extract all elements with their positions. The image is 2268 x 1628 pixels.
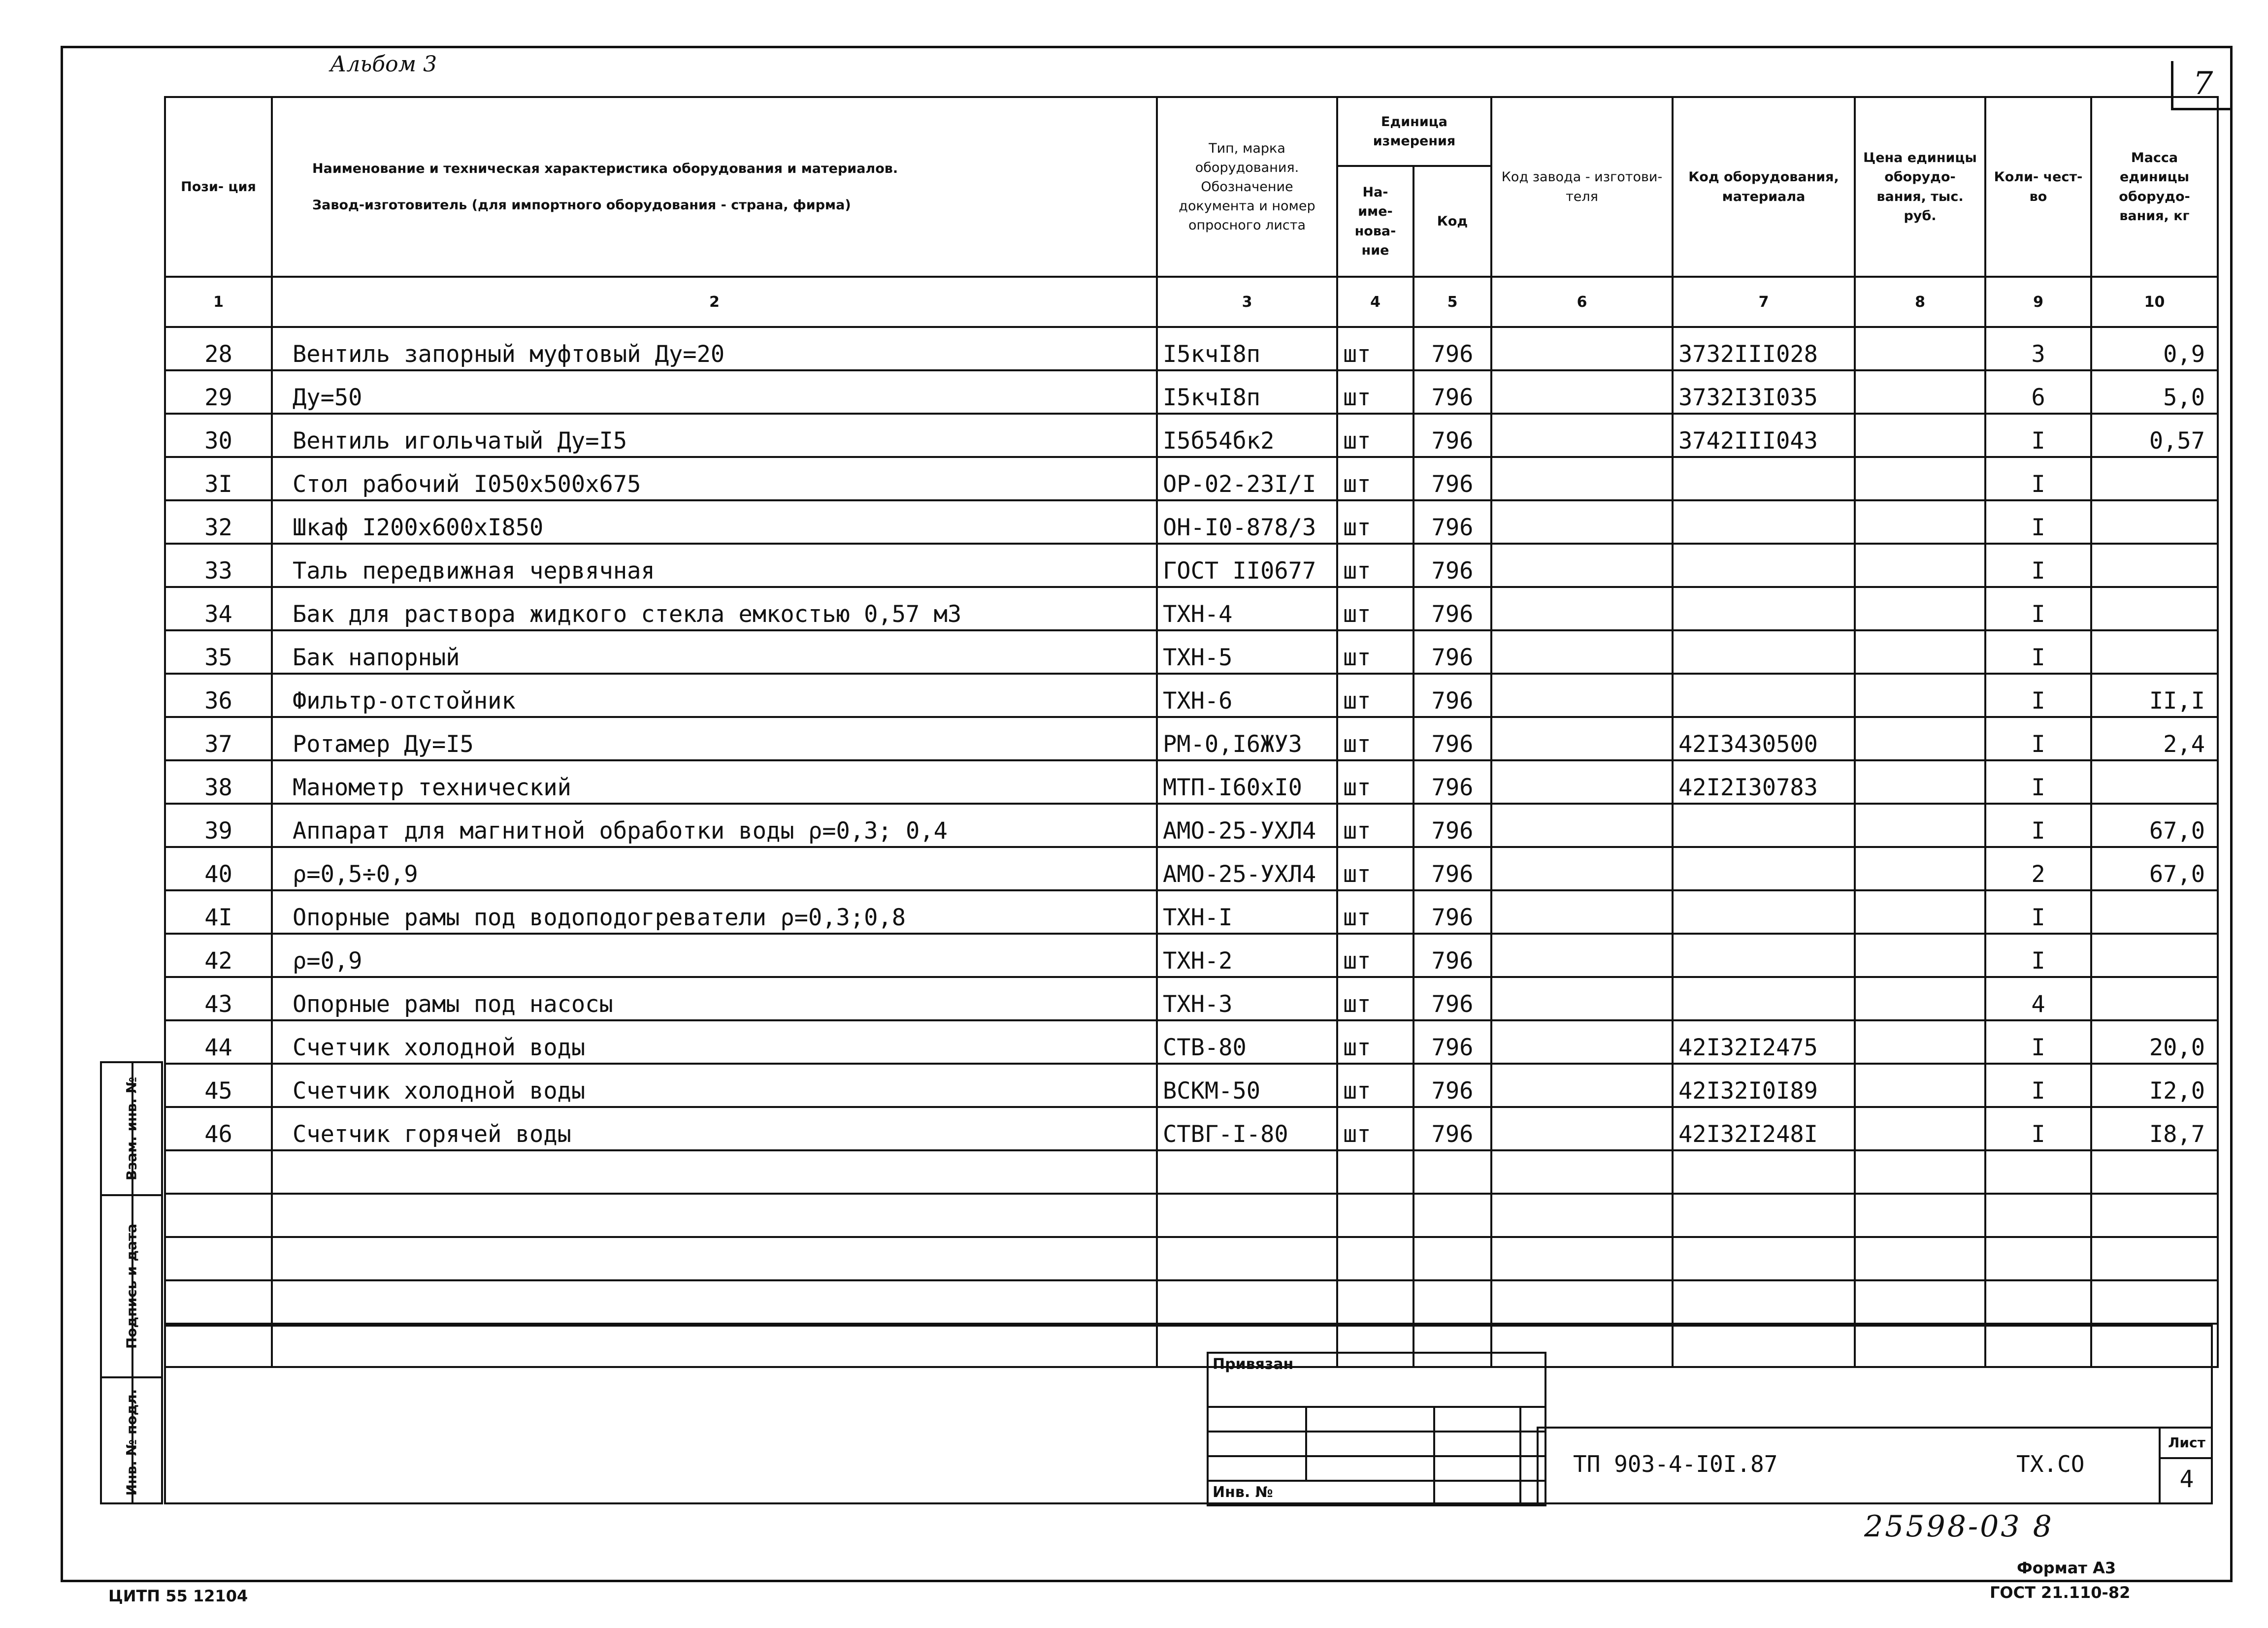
table-row (165, 934, 2218, 977)
cell-type: ОР-02-23I/I (1157, 457, 1337, 500)
cell-item-code (1673, 587, 1855, 630)
cell-factory (1491, 1064, 1673, 1107)
cell-pos: 39 (165, 804, 272, 847)
cell-price (1855, 500, 1985, 544)
cell-factory (1491, 370, 1673, 414)
table-row (165, 500, 2218, 544)
cell-code: 796 (1413, 674, 1491, 717)
table-row (165, 544, 2218, 587)
cell-pos: 3I (165, 457, 272, 500)
cell-mass: I8,7 (2091, 1107, 2218, 1150)
cell-price (1855, 760, 1985, 804)
cell-item-code: 42I32I0I89 (1673, 1064, 1855, 1107)
colnum-9: 9 (1985, 277, 2091, 327)
cell-unit (1337, 1194, 1413, 1237)
cell-mass: 20,0 (2091, 1020, 2218, 1064)
cell-qty (1985, 1150, 2091, 1194)
cell-unit: шт (1337, 1064, 1413, 1107)
cell-code: 796 (1413, 760, 1491, 804)
cell-type: ГОСТ II0677 (1157, 544, 1337, 587)
colnum-3: 3 (1157, 277, 1337, 327)
cell-type: ВСКМ-50 (1157, 1064, 1337, 1107)
cell-price (1855, 804, 1985, 847)
sidebar-inv-podl: Инв. № подл. (123, 1389, 140, 1496)
colnum-7: 7 (1673, 277, 1855, 327)
cell-name: ρ=0,5÷0,9 (272, 847, 1157, 890)
cell-code: 796 (1413, 630, 1491, 674)
cell-type: ТХН-I (1157, 890, 1337, 934)
cell-price (1855, 717, 1985, 760)
cell-factory (1491, 1107, 1673, 1150)
cell-code: 796 (1413, 804, 1491, 847)
cell-item-code (1673, 674, 1855, 717)
stamp-privyazan: Привязан (1208, 1353, 1545, 1407)
cell-name: Фильтр-отстойник (272, 674, 1157, 717)
header-name-line2: Завод-изготовитель (для импортного оборудования - страна, фирма) (312, 197, 851, 213)
cell-unit: шт (1337, 674, 1413, 717)
cell-pos: 4I (165, 890, 272, 934)
cell-factory (1491, 1150, 1673, 1194)
table-row (165, 1150, 2218, 1194)
cell-price (1855, 1020, 1985, 1064)
cell-pos: 30 (165, 414, 272, 457)
cell-factory (1491, 1194, 1673, 1237)
cell-qty: 6 (1985, 370, 2091, 414)
cell-code (1413, 1194, 1491, 1237)
cell-mass: 5,0 (2091, 370, 2218, 414)
table-row (165, 457, 2218, 500)
cell-pos: 34 (165, 587, 272, 630)
table-row (165, 630, 2218, 674)
doc-code: ТП 903-4-I0I.87 (1573, 1451, 1778, 1477)
table-row (165, 1237, 2218, 1280)
archive-number: 25598-03 8 (1864, 1509, 2054, 1544)
cell-type (1157, 1150, 1337, 1194)
cell-item-code (1673, 544, 1855, 587)
cell-mass (2091, 1194, 2218, 1237)
binding-stamp (1207, 1352, 1546, 1506)
cell-pos (165, 1150, 272, 1194)
table-row (165, 674, 2218, 717)
cell-factory (1491, 890, 1673, 934)
cell-item-code (1673, 1150, 1855, 1194)
colnum-5: 5 (1413, 277, 1491, 327)
cell-unit (1337, 1280, 1413, 1324)
colnum-6: 6 (1491, 277, 1673, 327)
cell-mass: II,I (2091, 674, 2218, 717)
colnum-10: 10 (2091, 277, 2218, 327)
cell-unit: шт (1337, 1020, 1413, 1064)
cell-unit: шт (1337, 457, 1413, 500)
cell-unit: шт (1337, 414, 1413, 457)
cell-unit: шт (1337, 804, 1413, 847)
cell-pos: 35 (165, 630, 272, 674)
format-label: Формат А3 (2017, 1559, 2116, 1577)
album-label: Альбом 3 (330, 52, 437, 77)
table-row (165, 1194, 2218, 1237)
cell-unit: шт (1337, 1107, 1413, 1150)
cell-price (1855, 457, 1985, 500)
cell-unit: шт (1337, 977, 1413, 1020)
cell-unit: шт (1337, 327, 1413, 370)
table-row (165, 1064, 2218, 1107)
sidebar-vzam: Взам. инв. № (123, 1076, 140, 1181)
cell-price (1855, 977, 1985, 1020)
cell-qty: I (1985, 1107, 2091, 1150)
colnum-1: 1 (165, 277, 272, 327)
cell-pos: 37 (165, 717, 272, 760)
sheet-number: 7 (2171, 61, 2233, 110)
cell-price (1855, 1194, 1985, 1237)
cell-factory (1491, 1237, 1673, 1280)
approval-sidebar (100, 1061, 163, 1504)
cell-unit: шт (1337, 587, 1413, 630)
header-unit-name: На- име- нова- ние (1337, 166, 1413, 277)
cell-name (272, 1194, 1157, 1237)
cell-mass (2091, 760, 2218, 804)
cell-code (1413, 1237, 1491, 1280)
cell-item-code: 3732III028 (1673, 327, 1855, 370)
table-row (165, 1020, 2218, 1064)
cell-type: I5кчI8п (1157, 370, 1337, 414)
cell-pos: 32 (165, 500, 272, 544)
cell-type: ТХН-5 (1157, 630, 1337, 674)
cell-price (1855, 630, 1985, 674)
cell-item-code (1673, 804, 1855, 847)
cell-type: АМО-25-УХЛ4 (1157, 804, 1337, 847)
cell-unit: шт (1337, 934, 1413, 977)
cell-qty: I (1985, 804, 2091, 847)
cell-qty (1985, 1194, 2091, 1237)
cell-mass (2091, 890, 2218, 934)
table-row (165, 1280, 2218, 1324)
header-factory-code: Код завода - изготови- теля (1491, 97, 1673, 277)
cell-code: 796 (1413, 977, 1491, 1020)
cell-price (1855, 1107, 1985, 1150)
cell-pos: 46 (165, 1107, 272, 1150)
cell-type: ТХН-3 (1157, 977, 1337, 1020)
cell-type (1157, 1280, 1337, 1324)
cell-qty: I (1985, 457, 2091, 500)
cell-code: 796 (1413, 457, 1491, 500)
cell-unit: шт (1337, 760, 1413, 804)
table-row (165, 370, 2218, 414)
cell-mass (2091, 1237, 2218, 1280)
cell-qty: I (1985, 544, 2091, 587)
cell-name (272, 1280, 1157, 1324)
table-row (165, 890, 2218, 934)
cell-type: СТВ-80 (1157, 1020, 1337, 1064)
cell-factory (1491, 934, 1673, 977)
cell-code: 796 (1413, 544, 1491, 587)
list-number: 4 (2179, 1465, 2194, 1493)
cell-item-code (1673, 1280, 1855, 1324)
colnum-2: 2 (272, 277, 1157, 327)
cell-name: Ду=50 (272, 370, 1157, 414)
cell-name: Ротамер Ду=I5 (272, 717, 1157, 760)
cell-pos: 43 (165, 977, 272, 1020)
cell-unit (1337, 1150, 1413, 1194)
cell-pos: 45 (165, 1064, 272, 1107)
cell-name: Опорные рамы под водоподогреватели ρ=0,3;0,8 (272, 890, 1157, 934)
cell-item-code (1673, 1194, 1855, 1237)
header-unit-group: Единица измерения (1337, 97, 1491, 166)
header-price: Цена единицы оборудо- вания, тыс. руб. (1855, 97, 1985, 277)
cell-unit: шт (1337, 500, 1413, 544)
cell-name: Счетчик холодной воды (272, 1064, 1157, 1107)
cipt-label: ЦИТП 55 12104 (108, 1587, 248, 1605)
cell-code: 796 (1413, 370, 1491, 414)
table-row (165, 587, 2218, 630)
cell-item-code (1673, 934, 1855, 977)
cell-pos (165, 1237, 272, 1280)
cell-name: Вентиль запорный муфтовый Ду=20 (272, 327, 1157, 370)
cell-pos: 29 (165, 370, 272, 414)
cell-pos: 33 (165, 544, 272, 587)
cell-factory (1491, 327, 1673, 370)
cell-pos (165, 1280, 272, 1324)
cell-qty: I (1985, 760, 2091, 804)
gost-label: ГОСТ 21.110-82 (1990, 1583, 2131, 1602)
specification-table (164, 96, 2219, 1368)
cell-item-code (1673, 847, 1855, 890)
cell-unit: шт (1337, 717, 1413, 760)
cell-item-code (1673, 457, 1855, 500)
table-row (165, 717, 2218, 760)
cell-price (1855, 544, 1985, 587)
cell-qty: 4 (1985, 977, 2091, 1020)
cell-type: I5б54бк2 (1157, 414, 1337, 457)
cell-mass (2091, 544, 2218, 587)
cell-type (1157, 1237, 1337, 1280)
cell-qty: 3 (1985, 327, 2091, 370)
cell-item-code: 3732I3I035 (1673, 370, 1855, 414)
cell-mass (2091, 977, 2218, 1020)
cell-unit: шт (1337, 544, 1413, 587)
cell-name (272, 1237, 1157, 1280)
cell-name: Опорные рамы под насосы (272, 977, 1157, 1020)
sidebar-podpis: Подпись и дата (123, 1223, 140, 1349)
cell-mass (2091, 1280, 2218, 1324)
cell-unit: шт (1337, 847, 1413, 890)
cell-factory (1491, 977, 1673, 1020)
cell-item-code (1673, 500, 1855, 544)
cell-qty: 2 (1985, 847, 2091, 890)
doc-section: ТХ.СО (2016, 1451, 2085, 1477)
cell-mass (2091, 1150, 2218, 1194)
cell-price (1855, 414, 1985, 457)
cell-factory (1491, 544, 1673, 587)
cell-factory (1491, 587, 1673, 630)
cell-unit: шт (1337, 370, 1413, 414)
cell-pos: 40 (165, 847, 272, 890)
cell-item-code: 3742III043 (1673, 414, 1855, 457)
cell-price (1855, 370, 1985, 414)
cell-unit: шт (1337, 890, 1413, 934)
cell-qty: I (1985, 1020, 2091, 1064)
cell-factory (1491, 847, 1673, 890)
cell-factory (1491, 630, 1673, 674)
cell-mass: 67,0 (2091, 847, 2218, 890)
header-position: Пози- ция (165, 97, 272, 277)
header-item-code: Код оборудования, материала (1673, 97, 1855, 277)
header-name-line1: Наименование и техническая характеристика оборудования и материалов. (312, 161, 898, 177)
cell-price (1855, 1150, 1985, 1194)
cell-type: ОН-I0-878/3 (1157, 500, 1337, 544)
cell-factory (1491, 760, 1673, 804)
colnum-4: 4 (1337, 277, 1413, 327)
table-row (165, 327, 2218, 370)
cell-price (1855, 890, 1985, 934)
cell-code: 796 (1413, 327, 1491, 370)
cell-qty: I (1985, 630, 2091, 674)
cell-code: 796 (1413, 847, 1491, 890)
cell-name: Счетчик горячей воды (272, 1107, 1157, 1150)
cell-item-code (1673, 1237, 1855, 1280)
header-name (272, 97, 1157, 277)
cell-name: Таль передвижная червячная (272, 544, 1157, 587)
header-mass: Масса единицы оборудо- вания, кг (2091, 97, 2218, 277)
cell-type: МТП-I60xI0 (1157, 760, 1337, 804)
cell-type: ТХН-6 (1157, 674, 1337, 717)
cell-price (1855, 1280, 1985, 1324)
cell-item-code: 42I32I2475 (1673, 1020, 1855, 1064)
cell-qty: I (1985, 674, 2091, 717)
table-body (165, 327, 2218, 1367)
cell-mass: 0,9 (2091, 327, 2218, 370)
title-block (1537, 1427, 2213, 1504)
cell-type (1157, 1194, 1337, 1237)
cell-type: ТХН-4 (1157, 587, 1337, 630)
cell-item-code (1673, 977, 1855, 1020)
cell-factory (1491, 1020, 1673, 1064)
cell-mass (2091, 500, 2218, 544)
cell-code: 796 (1413, 500, 1491, 544)
cell-mass: 0,57 (2091, 414, 2218, 457)
cell-unit: шт (1337, 630, 1413, 674)
cell-price (1855, 934, 1985, 977)
stamp-inv-no: Инв. № (1208, 1481, 1434, 1505)
table-row (165, 760, 2218, 804)
cell-code: 796 (1413, 1064, 1491, 1107)
cell-code: 796 (1413, 934, 1491, 977)
cell-item-code: 42I32I248I (1673, 1107, 1855, 1150)
cell-pos: 28 (165, 327, 272, 370)
table-row (165, 804, 2218, 847)
cell-price (1855, 847, 1985, 890)
cell-code: 796 (1413, 587, 1491, 630)
cell-code (1413, 1280, 1491, 1324)
cell-name: Стол рабочий I050x500x675 (272, 457, 1157, 500)
cell-mass (2091, 587, 2218, 630)
cell-factory (1491, 1280, 1673, 1324)
cell-name: Вентиль игольчатый Ду=I5 (272, 414, 1157, 457)
cell-pos (165, 1194, 272, 1237)
table-row (165, 977, 2218, 1020)
cell-factory (1491, 674, 1673, 717)
cell-type: I5кчI8п (1157, 327, 1337, 370)
cell-name: Манометр технический (272, 760, 1157, 804)
cell-qty: I (1985, 1064, 2091, 1107)
cell-price (1855, 327, 1985, 370)
cell-pos: 44 (165, 1020, 272, 1064)
cell-item-code: 42I2I30783 (1673, 760, 1855, 804)
cell-mass: 67,0 (2091, 804, 2218, 847)
cell-name: Бак для раствора жидкого стекла емкостью 0,57 м3 (272, 587, 1157, 630)
cell-code: 796 (1413, 890, 1491, 934)
cell-name: Аппарат для магнитной обработки воды ρ=0,3; 0,4 (272, 804, 1157, 847)
colnum-8: 8 (1855, 277, 1985, 327)
cell-mass (2091, 457, 2218, 500)
cell-name: Шкаф I200x600xI850 (272, 500, 1157, 544)
cell-factory (1491, 414, 1673, 457)
cell-name (272, 1150, 1157, 1194)
cell-item-code: 42I3430500 (1673, 717, 1855, 760)
header-type: Тип, марка оборудования. Обозначение документа и номер опросного листа (1157, 97, 1337, 277)
cell-factory (1491, 500, 1673, 544)
cell-qty (1985, 1280, 2091, 1324)
cell-item-code (1673, 890, 1855, 934)
cell-type: ТХН-2 (1157, 934, 1337, 977)
cell-factory (1491, 717, 1673, 760)
cell-code: 796 (1413, 1020, 1491, 1064)
cell-price (1855, 1237, 1985, 1280)
cell-item-code (1673, 630, 1855, 674)
cell-qty: I (1985, 414, 2091, 457)
cell-mass: I2,0 (2091, 1064, 2218, 1107)
cell-mass (2091, 934, 2218, 977)
table-row (165, 847, 2218, 890)
cell-name: ρ=0,9 (272, 934, 1157, 977)
cell-pos: 36 (165, 674, 272, 717)
cell-name: Счетчик холодной воды (272, 1020, 1157, 1064)
cell-qty: I (1985, 500, 2091, 544)
cell-pos: 38 (165, 760, 272, 804)
cell-qty: I (1985, 934, 2091, 977)
cell-type: АМО-25-УХЛ4 (1157, 847, 1337, 890)
cell-code (1413, 1150, 1491, 1194)
table-row (165, 1107, 2218, 1150)
cell-price (1855, 587, 1985, 630)
header-quantity: Коли- чест- во (1985, 97, 2091, 277)
cell-unit (1337, 1237, 1413, 1280)
list-label: Лист (2161, 1429, 2213, 1459)
table-row (165, 414, 2218, 457)
cell-mass (2091, 630, 2218, 674)
header-unit-code: Код (1413, 166, 1491, 277)
cell-factory (1491, 804, 1673, 847)
cell-name: Бак напорный (272, 630, 1157, 674)
cell-factory (1491, 457, 1673, 500)
cell-qty: I (1985, 717, 2091, 760)
cell-qty: I (1985, 587, 2091, 630)
cell-type: РМ-0,I6ЖУЗ (1157, 717, 1337, 760)
cell-qty (1985, 1237, 2091, 1280)
cell-price (1855, 1064, 1985, 1107)
cell-qty: I (1985, 890, 2091, 934)
cell-code: 796 (1413, 414, 1491, 457)
cell-code: 796 (1413, 1107, 1491, 1150)
cell-code: 796 (1413, 717, 1491, 760)
cell-price (1855, 674, 1985, 717)
cell-type: СТВГ-I-80 (1157, 1107, 1337, 1150)
cell-mass: 2,4 (2091, 717, 2218, 760)
cell-pos: 42 (165, 934, 272, 977)
